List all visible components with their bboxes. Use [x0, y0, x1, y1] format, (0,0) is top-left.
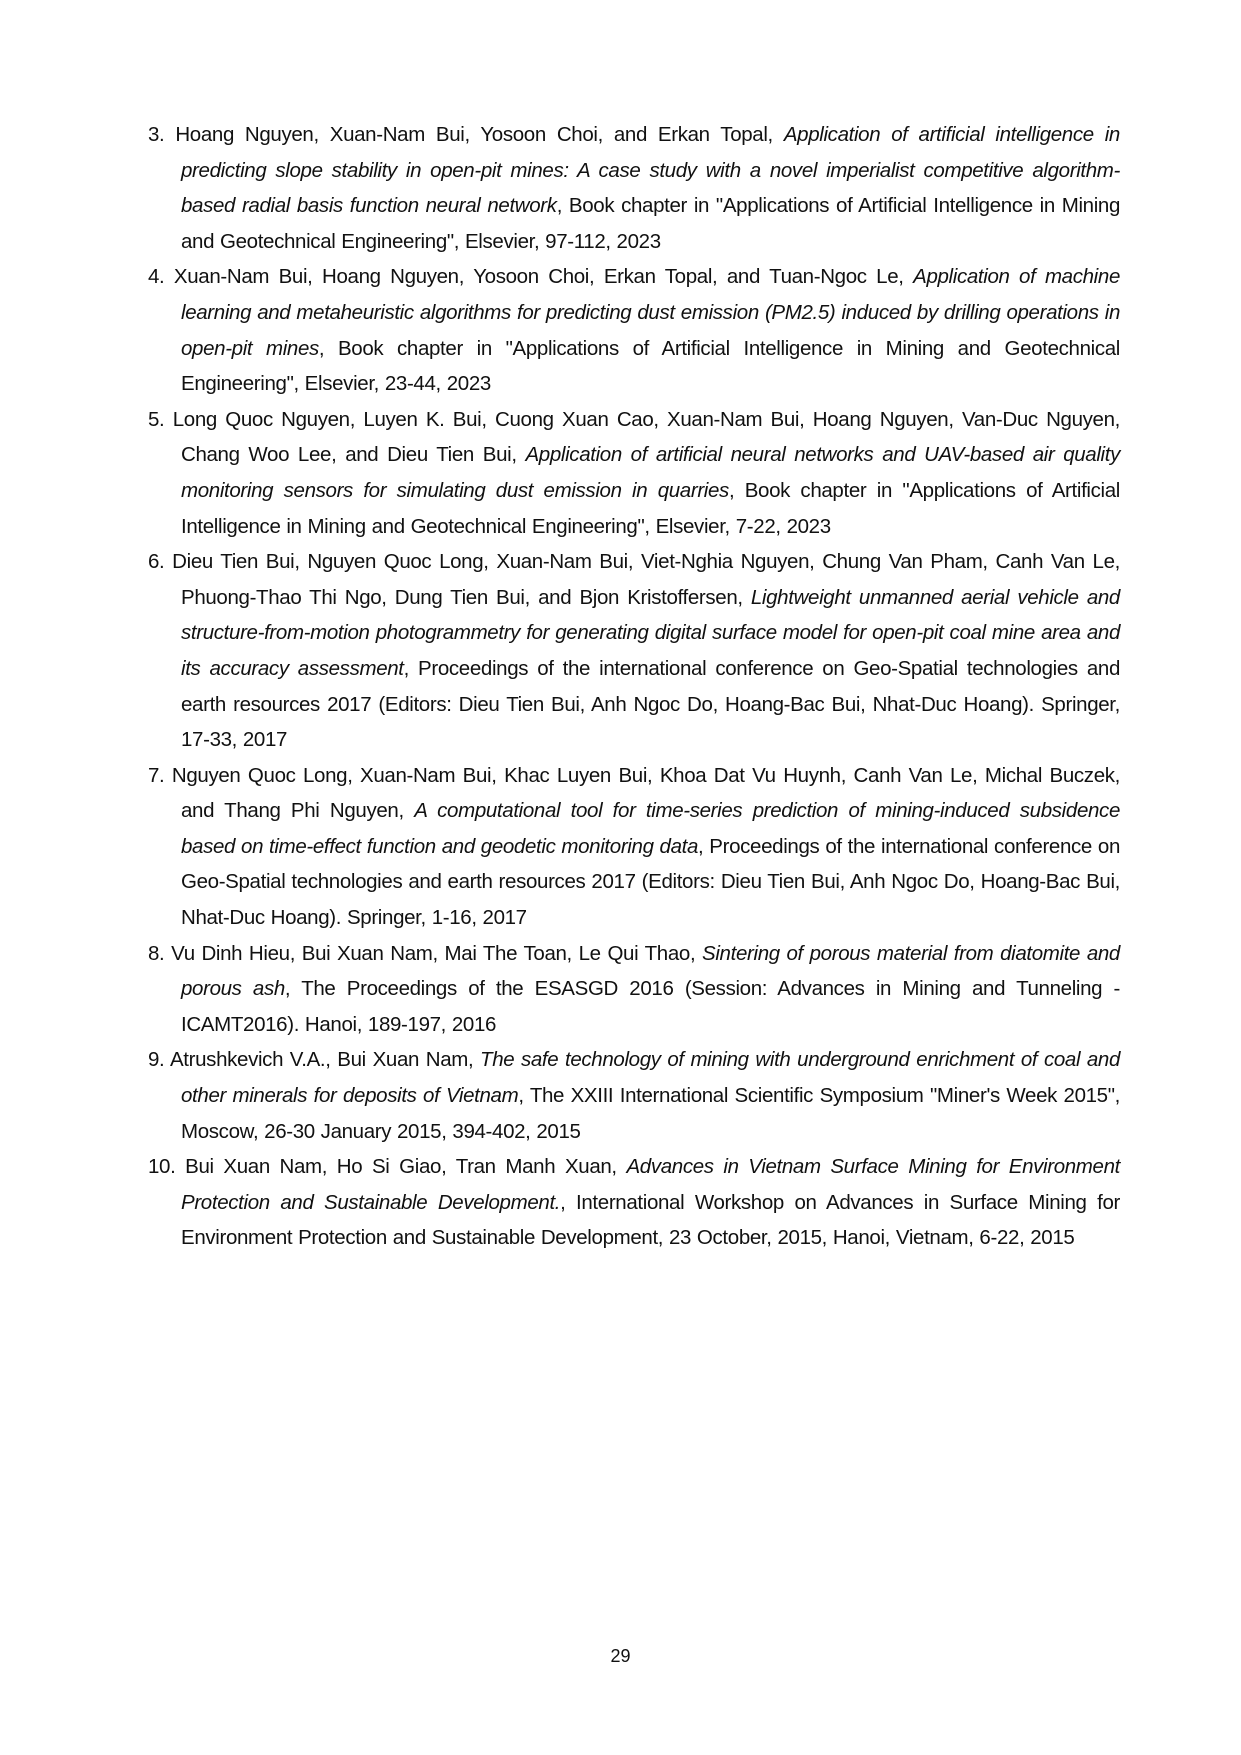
- reference-number: 10.: [148, 1155, 176, 1179]
- reference-item: [148, 402, 1120, 544]
- reference-title: The safe technology of mining with underground enrichment of coal and other minerals for deposits of Vietnam: [181, 1048, 1120, 1108]
- reference-number: 8.: [148, 941, 165, 965]
- reference-item: [148, 1042, 1120, 1149]
- reference-item: [148, 936, 1120, 1043]
- reference-authors: Dieu Tien Bui, Nguyen Quoc Long, Xuan-Nam Bui, Viet-Nghia Nguyen, Chung Van Pham, Canh Van Le, Phuong-Thao Thi Ngo, Dung Tien Bui, and Bjon Kristoffersen,: [172, 550, 1120, 609]
- reference-item: [148, 1149, 1120, 1256]
- reference-title: Lightweight unmanned aerial vehicle and structure-from-motion photogrammetry for generating digital surface model for open-pit coal mine area and its accuracy assessment: [181, 585, 1120, 680]
- reference-authors: Bui Xuan Nam, Ho Si Giao, Tran Manh Xuan,: [185, 1155, 627, 1179]
- reference-item: [148, 117, 1120, 259]
- reference-title: A computational tool for time-series prediction of mining-induced subsidence based on time-effect function and geodetic monitoring data: [181, 799, 1120, 858]
- reference-source: , Book chapter in "Applications of Artificial Intelligence in Mining and Geotechnical Engineering", Elsevier, 7-22, 2023: [181, 478, 1120, 538]
- reference-source: , International Workshop on Advances in Surface Mining for Environment Protection and Sustainable Development, 23 October, 2015, Hanoi, Vietnam, 6-22, 2015: [181, 1190, 1120, 1250]
- reference-authors: Hoang Nguyen, Xuan-Nam Bui, Yosoon Choi, and Erkan Topal,: [175, 123, 784, 146]
- reference-source: , Proceedings of the international conference on Geo-Spatial technologies and earth resources 2017 (Editors: Dieu Tien Bui, Anh Ngoc Do, Hoang-Bac Bui, Nhat-Duc Hoang). Springer, 1-16, 2017: [181, 834, 1120, 930]
- reference-number: 5.: [148, 407, 165, 431]
- reference-number: 9.: [148, 1048, 165, 1072]
- reference-item: [148, 758, 1120, 936]
- reference-title: Application of artificial intelligence in predicting slope stability in open-pit mines: A case study with a novel imperialist competitive algorithm-based radial basis function neural network: [181, 123, 1120, 218]
- page-number: 29: [610, 1646, 631, 1666]
- reference-item: [148, 544, 1120, 758]
- reference-item: [148, 259, 1120, 401]
- reference-authors: Long Quoc Nguyen, Luyen K. Bui, Cuong Xuan Cao, Xuan-Nam Bui, Hoang Nguyen, Van-Duc Nguyen, Chang Woo Lee, and Dieu Tien Bui,: [172, 407, 1120, 467]
- reference-source: , Proceedings of the international conference on Geo-Spatial technologies and earth resources 2017 (Editors: Dieu Tien Bui, Anh Ngoc Do, Hoang-Bac Bui, Nhat-Duc Hoang). Springer, 17-33, 2017: [181, 656, 1120, 752]
- reference-source: , Book chapter in "Applications of Artificial Intelligence in Mining and Geotechnical Engineering", Elsevier, 97-112, 2023: [181, 194, 1121, 253]
- reference-number: 4.: [148, 265, 165, 289]
- reference-authors: Xuan-Nam Bui, Hoang Nguyen, Yosoon Choi, Erkan Topal, and Tuan-Ngoc Le,: [173, 265, 914, 289]
- reference-number: 7.: [148, 763, 165, 787]
- reference-title: Sintering of porous material from diatomite and porous ash: [181, 941, 1120, 1001]
- reference-number: 6.: [148, 550, 165, 574]
- reference-authors: Vu Dinh Hieu, Bui Xuan Nam, Mai The Toan, Le Qui Thao,: [171, 941, 703, 965]
- reference-authors: Nguyen Quoc Long, Xuan-Nam Bui, Khac Luyen Bui, Khoa Dat Vu Huynh, Canh Van Le, Michal Buczek, and Thang Phi Nguyen,: [171, 763, 1120, 823]
- reference-title: Application of machine learning and metaheuristic algorithms for predicting dust emission (PM2.5) induced by drilling operations in open-pit mines: [181, 265, 1120, 360]
- reference-source: , The XXIII International Scientific Symposium "Miner's Week 2015", Moscow, 26-30 January 2015, 394-402, 2015: [181, 1084, 1121, 1143]
- reference-title: Application of artificial neural networks and UAV-based air quality monitoring sensors for simulating dust emission in quarries: [181, 443, 1121, 502]
- reference-list: [148, 117, 1120, 1256]
- reference-authors: Atrushkevich V.A., Bui Xuan Nam,: [169, 1048, 481, 1072]
- reference-source: , The Proceedings of the ESASGD 2016 (Session: Advances in Mining and Tunneling - ICAMT2016). Hanoi, 189-197, 2016: [181, 977, 1121, 1036]
- reference-number: 3.: [148, 123, 165, 146]
- reference-title: Advances in Vietnam Surface Mining for Environment Protection and Sustainable Development.: [181, 1155, 1120, 1214]
- reference-source: , Book chapter in "Applications of Artificial Intelligence in Mining and Geotechnical Engineering", Elsevier, 23-44, 2023: [181, 336, 1120, 396]
